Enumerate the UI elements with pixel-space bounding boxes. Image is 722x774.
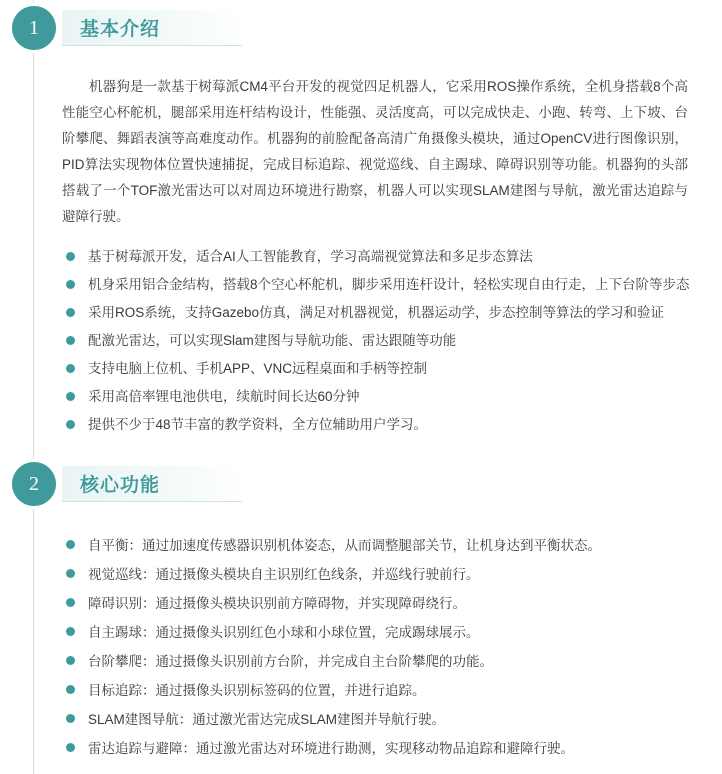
- list-item-label: 机身采用铝合金结构，搭载8个空心杯舵机，脚步采用连杆设计，轻松实现自由行走，上下台阶等步态: [88, 277, 690, 292]
- list-item-label: 支持电脑上位机、手机APP、VNC远程桌面和手柄等控制: [88, 361, 428, 376]
- bullet-dot-icon: [66, 743, 75, 752]
- bullet-dot-icon: [66, 569, 75, 578]
- list-item: [66, 561, 702, 588]
- list-item: [66, 619, 702, 646]
- list-item: [66, 735, 702, 762]
- bullet-dot-icon: [66, 308, 75, 317]
- bullet-dot-icon: [66, 540, 75, 549]
- list-item: [66, 328, 702, 354]
- list-item-label: 视觉巡线：通过摄像头模块自主识别红色线条，并巡线行驶前行。: [88, 567, 480, 582]
- bullet-dot-icon: [66, 280, 75, 289]
- list-item-label: 障碍识别：通过摄像头模块识别前方障碍物，并实现障碍绕行。: [88, 596, 466, 611]
- list-item: [66, 532, 702, 559]
- section-2-title: 核心功能: [80, 475, 161, 496]
- section-2-number: 2: [12, 462, 56, 506]
- section-1-header: [0, 0, 722, 62]
- list-item: [66, 384, 702, 410]
- list-item-label: 自主踢球：通过摄像头识别红色小球和小球位置，完成踢球展示。: [88, 625, 480, 640]
- bullet-dot-icon: [66, 685, 75, 694]
- section-1-title: 基本介绍: [80, 19, 161, 40]
- list-item-label: 配激光雷达，可以实现Slam建图与导航功能、雷达跟随等功能: [88, 333, 457, 348]
- list-item-label: 台阶攀爬：通过摄像头识别前方台阶，并完成自主台阶攀爬的功能。: [88, 654, 493, 669]
- list-item-label: 基于树莓派开发，适合AI人工智能教育，学习高端视觉算法和多足步态算法: [88, 249, 533, 264]
- section-1-title-banner: [62, 10, 242, 46]
- section-core-functions: [0, 456, 722, 762]
- list-item-label: 自平衡：通过加速度传感器识别机体姿态，从而调整腿部关节，让机身达到平衡状态。: [88, 538, 601, 553]
- list-item: [66, 590, 702, 617]
- bullet-dot-icon: [66, 627, 75, 636]
- section-2-bullet-list: [66, 532, 702, 762]
- list-item-label: 雷达追踪与避障：通过激光雷达对环境进行勘测，实现移动物品追踪和避障行驶。: [88, 741, 574, 756]
- list-item-label: 采用ROS系统，支持Gazebo仿真，满足对机器视觉，机器运动学，步态控制等算法的学习和验证: [88, 305, 665, 320]
- list-item-label: 目标追踪：通过摄像头识别标签码的位置，并进行追踪。: [88, 683, 426, 698]
- list-item: [66, 356, 702, 382]
- section-1-number: 1: [12, 6, 56, 50]
- bullet-dot-icon: [66, 598, 75, 607]
- bullet-dot-icon: [66, 656, 75, 665]
- bullet-dot-icon: [66, 420, 75, 429]
- list-item-label: 采用高倍率锂电池供电，续航时间长达60分钟: [88, 389, 360, 404]
- section-1-bullet-list: [66, 244, 702, 438]
- bullet-dot-icon: [66, 392, 75, 401]
- bullet-dot-icon: [66, 336, 75, 345]
- list-item: [66, 677, 702, 704]
- list-item: [66, 412, 702, 438]
- list-item: [66, 300, 702, 326]
- list-item: [66, 648, 702, 675]
- list-item: [66, 706, 702, 733]
- section-1-paragraph: 机器狗是一款基于树莓派CM4平台开发的视觉四足机器人，它采用ROS操作系统，全机身搭载8个高性能空心杯舵机，腿部采用连杆结构设计，性能强、灵活度高，可以完成快走、小跑、转弯、上下坡、台阶攀爬、舞蹈表演等高难度动作。机器狗的前脸配备高清广角摄像头模块，通过OpenCV进行图像识别，PID算法实现物体位置快速捕捉，完成目标追踪、视觉巡线、自主踢球、障碍识别等功能。机器狗的头部搭载了一个TOF激光雷达可以对周边环境进行勘察，机器人可以实现SLAM建图与导航，激光雷达追踪与避障行驶。: [62, 79, 688, 224]
- bullet-dot-icon: [66, 364, 75, 373]
- section-2-title-banner: [62, 466, 242, 502]
- section-2-header: [0, 456, 722, 518]
- list-item: [66, 272, 702, 298]
- list-item-label: 提供不少于48节丰富的教学资料，全方位辅助用户学习。: [88, 417, 428, 432]
- list-item-label: SLAM建图导航：通过激光雷达完成SLAM建图并导航行驶。: [88, 712, 446, 727]
- list-item: [66, 244, 702, 270]
- bullet-dot-icon: [66, 252, 75, 261]
- bullet-dot-icon: [66, 714, 75, 723]
